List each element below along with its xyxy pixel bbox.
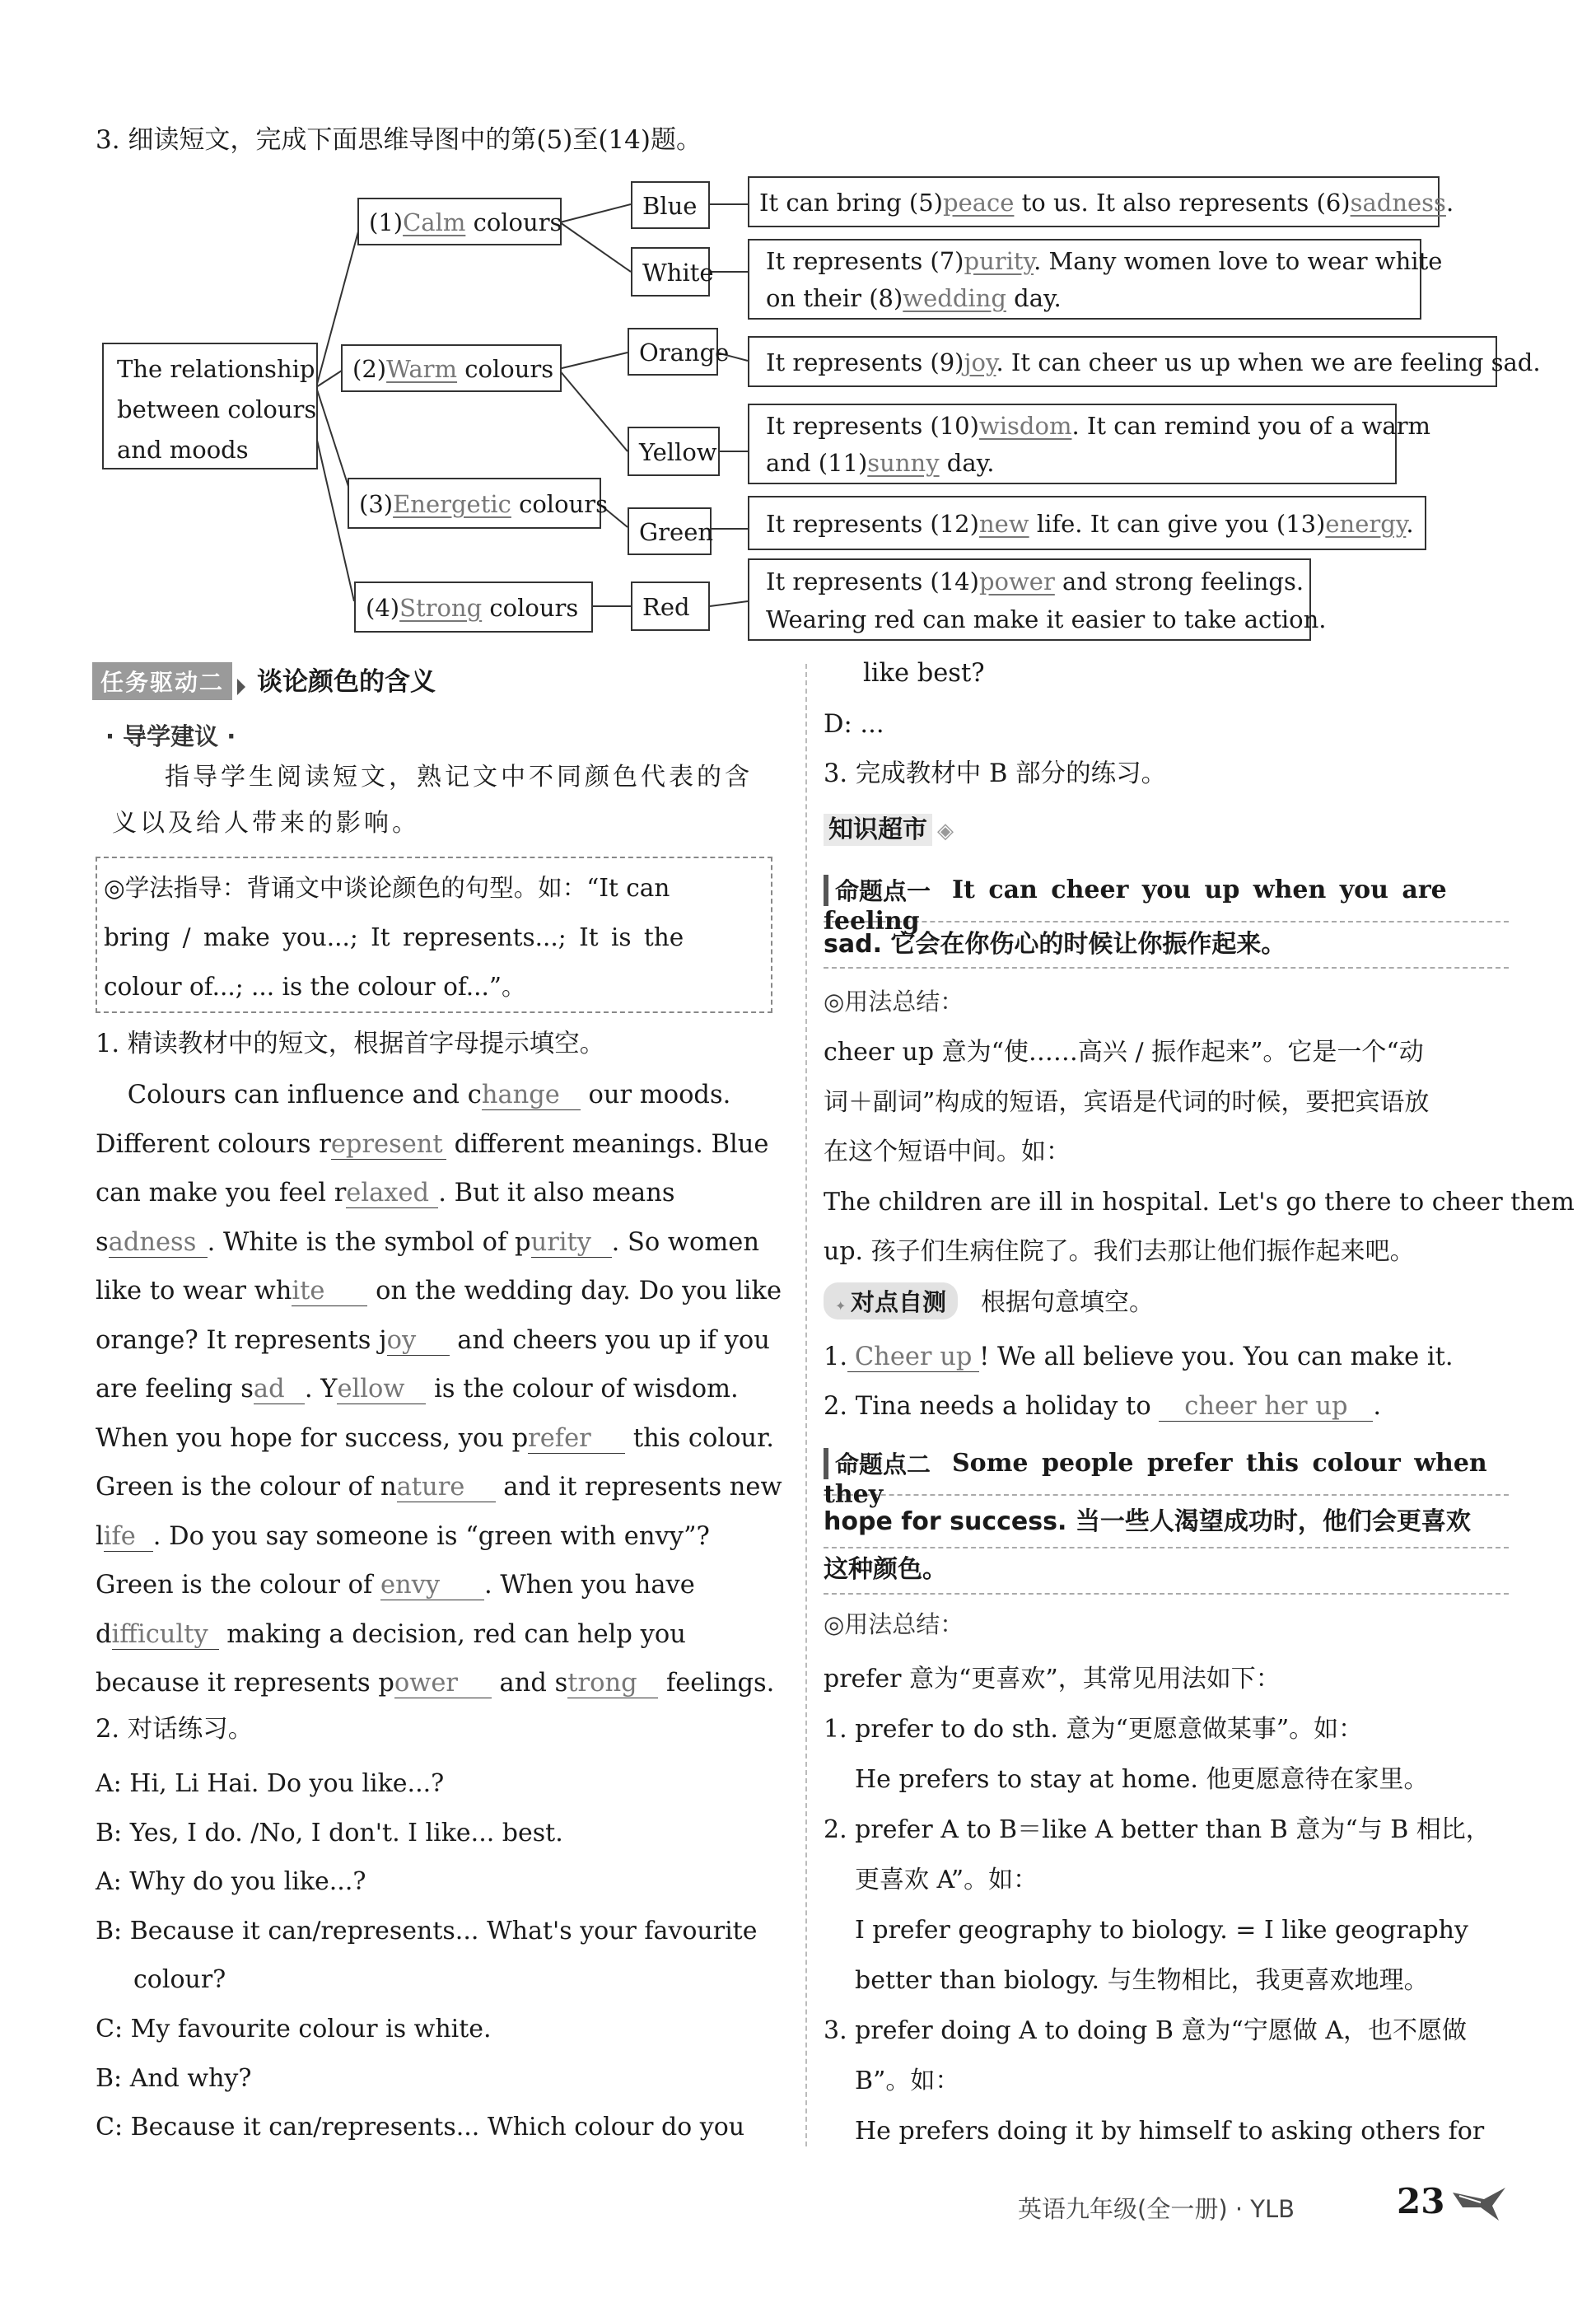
- dialog-line: C: My favourite colour is white.: [96, 2014, 492, 2043]
- method-line: colour of...; ... is the colour of...”。: [104, 973, 526, 1001]
- answer-blank: ite: [292, 1277, 367, 1306]
- usage-line: The children are ill in hospital. Let's go there to cheer them: [824, 1187, 1575, 1217]
- passage-text: Green is the colour of: [96, 1571, 380, 1600]
- passage-line: [96, 1659, 775, 1708]
- passage-line: [96, 1512, 772, 1562]
- passage-text: and cheers you up if you: [449, 1325, 770, 1355]
- usage-title: ◎用法总结：: [824, 988, 964, 1016]
- passage-text: Different colours r: [96, 1129, 331, 1159]
- passage-line: [96, 1610, 772, 1660]
- dialog-line: B: Yes, I do. /No, I don't. I like... best.: [96, 1818, 563, 1847]
- passage-text: is the colour of wisdom.: [426, 1375, 739, 1404]
- passage-text: feelings.: [658, 1669, 775, 1698]
- passage-line: [96, 1071, 772, 1120]
- dialog-line: A: Why do you like...?: [96, 1867, 366, 1897]
- usage-line: He prefers doing it by himself to asking others for: [855, 2117, 1485, 2146]
- self-test-title: 根据句意填空。: [981, 1288, 1154, 1317]
- answer-blank: epresent: [331, 1131, 446, 1160]
- point2-tag: 命题点二: [835, 1450, 931, 1478]
- exercise3: 3. 完成教材中 B 部分的练习。: [824, 759, 1167, 788]
- point1-sentence: It can cheer you up when you are feeling: [824, 876, 1447, 936]
- passage-text: like to wear wh: [96, 1277, 292, 1305]
- label: colours: [465, 208, 562, 236]
- text: It can bring (5): [759, 189, 943, 217]
- point2-translation: 这种颜色。: [824, 1555, 947, 1584]
- connector: [710, 601, 748, 606]
- diamond-icon: ◈: [937, 819, 954, 843]
- answer: joy: [964, 348, 996, 376]
- guide-title: · 导学建议 ·: [105, 722, 236, 750]
- line: [766, 445, 1379, 482]
- answer: Calm: [403, 208, 466, 236]
- point1-header: [824, 873, 1509, 936]
- passage-line: [96, 1561, 772, 1610]
- text: and (11): [766, 449, 868, 477]
- connector: [560, 222, 631, 272]
- passage-text: When you hope for success, you p: [96, 1423, 529, 1453]
- label: (1): [369, 208, 404, 236]
- text: day.: [1006, 284, 1062, 312]
- answer: energy: [1325, 510, 1407, 538]
- passage-text: on the wedding day. Do you like: [367, 1277, 782, 1305]
- dialog-line: colour?: [133, 1965, 226, 1995]
- strong-colours-box: [354, 582, 593, 633]
- task-title: 谈论颜色的含义: [257, 667, 436, 697]
- point1-translation: sad. 它会在你伤心的时候让你振作起来。: [824, 930, 1286, 959]
- text: . Many women love to wear white: [1034, 247, 1443, 275]
- text: and strong feelings.: [1054, 567, 1304, 596]
- text: . It can remind you of a warm: [1071, 412, 1431, 440]
- usage-line: He prefers to stay at home. 他更愿意待在家里。: [855, 1765, 1429, 1794]
- point2-line2: [824, 1501, 1509, 1548]
- passage-text: . White is the symbol of p: [207, 1227, 531, 1257]
- label: (3): [359, 490, 394, 518]
- line: [766, 243, 1443, 280]
- passage-text: . But it also means: [438, 1179, 675, 1207]
- connector: [558, 369, 628, 451]
- red-box: Red: [631, 582, 710, 631]
- usage-line: better than biology. 与生物相比，我更喜欢地理。: [855, 1966, 1429, 1995]
- page-number: 23: [1397, 2181, 1445, 2221]
- passage-text: different meanings. Blue: [446, 1129, 769, 1159]
- answer-blank: ad: [254, 1376, 305, 1404]
- passage-line: [96, 1218, 772, 1268]
- dialog-line: B: And why?: [96, 2063, 252, 2093]
- connector: [560, 204, 631, 222]
- answer-blank: ife: [104, 1523, 153, 1552]
- usage-line: prefer 意为“更喜欢”，其常见用法如下：: [824, 1665, 1281, 1693]
- label: colours: [457, 355, 554, 383]
- point1-line2: [824, 926, 1509, 969]
- text: life. It can give you (13): [1029, 510, 1326, 538]
- passage-text: orange? It represents j: [96, 1325, 387, 1355]
- exercise2-title: 2. 对话练习。: [96, 1715, 254, 1744]
- orange-box: Orange: [628, 328, 718, 376]
- orange-description: [748, 336, 1541, 387]
- self-test-2: [824, 1390, 1381, 1423]
- line: [766, 408, 1431, 445]
- text: It represents (10): [766, 412, 979, 440]
- dialog-continuation: like best?: [863, 659, 985, 688]
- white-description: [748, 239, 1443, 320]
- reading-passage: [96, 1071, 782, 1708]
- answer: power: [978, 567, 1055, 596]
- passage-line: [96, 1120, 772, 1170]
- usage-title: ◎用法总结：: [824, 1610, 964, 1638]
- usage-line: 词＋副词”构成的短语，宾语是代词的时候，要把宾语放: [824, 1087, 1430, 1117]
- passage-text: can make you feel r: [96, 1179, 347, 1207]
- usage-line: cheer up 意为“使……高兴 / 振作起来”。它是一个“动: [824, 1038, 1424, 1067]
- usage-line: up. 孩子们生病住院了。我们去那让他们振作起来吧。: [824, 1237, 1415, 1266]
- line: Wearing red can make it easier to take action.: [766, 605, 1327, 633]
- point2-header: [824, 1446, 1509, 1509]
- knowledge-header: [824, 809, 954, 845]
- task2-header: [92, 661, 768, 702]
- answer-blank: elaxed: [346, 1179, 438, 1208]
- knowledge-title: 知识超市: [824, 814, 932, 846]
- passage-text: making a decision, red can help you: [218, 1619, 686, 1649]
- point2-translation: hope for success. 当一些人渴望成功时，他们会更喜欢: [824, 1507, 1471, 1536]
- text: 2. Tina needs a holiday to: [824, 1392, 1151, 1421]
- self-test-badge: [824, 1282, 958, 1319]
- triangle-icon: [237, 679, 245, 695]
- passage-line: [96, 1463, 782, 1512]
- passage-line: [96, 1414, 772, 1464]
- passage-line: [96, 1316, 772, 1366]
- passage-text: . Do you say someone is “green with envy”?: [152, 1521, 710, 1551]
- dialog-lines: [96, 1759, 772, 2152]
- passage-text: . Y: [304, 1375, 338, 1404]
- passage-text: . So women: [611, 1227, 759, 1257]
- answer: wedding: [903, 284, 1006, 312]
- green-description: [748, 496, 1426, 550]
- answer-blank: ower: [394, 1670, 492, 1698]
- text: . It can cheer us up when we are feeling sad.: [996, 348, 1541, 376]
- text: ! We all believe you. You can make it.: [979, 1343, 1454, 1371]
- passage-text: our moods.: [580, 1081, 731, 1109]
- answer-blank: ellow: [337, 1376, 426, 1404]
- footer-book: 英语九年级(全一册) · YLB: [1018, 2195, 1295, 2223]
- self-test-header: [824, 1282, 1154, 1319]
- answer-blank: cheer her up: [1159, 1393, 1373, 1422]
- answer-blank: Cheer up: [847, 1343, 979, 1372]
- text: on their (8): [766, 284, 903, 312]
- usage-line: 在这个短语中间。如：: [824, 1137, 1071, 1166]
- bar-icon: [824, 1448, 828, 1479]
- usage-line: 3. prefer doing A to doing B 意为“宁愿做 A，也不愿做: [824, 2016, 1468, 2045]
- passage-text: are feeling s: [96, 1375, 254, 1404]
- passage-text: . When you have: [483, 1571, 695, 1600]
- dialog-line: B: Because it can/represents... What's your favourite: [96, 1916, 758, 1945]
- guide-line: 义以及给人带来的影响。: [112, 809, 420, 838]
- answer: sadness: [1350, 189, 1446, 217]
- white-box: White: [631, 247, 710, 297]
- passage-text: s: [96, 1227, 109, 1257]
- answer: Energetic: [393, 490, 511, 518]
- text: .: [1445, 189, 1454, 217]
- label: (2): [352, 355, 387, 383]
- root-line: The relationship: [117, 355, 315, 383]
- text: .: [1373, 1392, 1382, 1421]
- usage-line: 更喜欢 A”。如：: [855, 1866, 1038, 1894]
- yellow-description: [748, 404, 1431, 484]
- answer-blank: ifficulty: [112, 1621, 219, 1650]
- mindmap-root: [102, 343, 318, 469]
- bird-logo-icon: [1451, 2183, 1509, 2224]
- sparkle-icon: ✦: [835, 1298, 847, 1314]
- line: [766, 280, 1403, 317]
- blue-description: [748, 176, 1454, 227]
- answer: sunny: [867, 449, 940, 477]
- usage-line: B”。如：: [855, 2067, 960, 2095]
- text: It represents (12): [766, 510, 979, 538]
- answer-blank: envy: [380, 1572, 484, 1600]
- blue-box: Blue: [631, 181, 710, 229]
- answer: Strong: [399, 594, 483, 622]
- answer: peace: [943, 189, 1015, 217]
- answer-blank: urity: [531, 1229, 612, 1258]
- energetic-colours-box: [348, 478, 608, 529]
- point2-line3: [824, 1550, 1509, 1595]
- method-line: bring / make you...; It represents...; It is the: [104, 923, 684, 951]
- usage-line: 1. prefer to do sth. 意为“更愿意做某事”。如：: [824, 1715, 1364, 1744]
- task-tag: 任务驱动二: [92, 662, 232, 700]
- text: .: [1406, 510, 1414, 538]
- red-description: [748, 558, 1327, 641]
- text: It represents (9): [766, 348, 964, 376]
- connector: [558, 353, 628, 369]
- answer: new: [978, 510, 1029, 538]
- text: It represents (7): [766, 247, 964, 275]
- passage-text: because it represents p: [96, 1669, 394, 1698]
- guide-line: 指导学生阅读短文，熟记文中不同颜色代表的含: [165, 763, 753, 792]
- answer-blank: oy: [387, 1327, 450, 1356]
- warm-colours-box: [341, 344, 562, 392]
- answer: wisdom: [978, 412, 1072, 440]
- green-box: Green: [628, 507, 712, 555]
- usage-line: 2. prefer A to B＝like A better than B 意为“与 B 相比，: [824, 1815, 1491, 1844]
- calm-colours-box: [357, 198, 562, 245]
- point2-usage-lines: [824, 1654, 1509, 2156]
- passage-line: [96, 1365, 772, 1414]
- label: (4): [366, 594, 400, 622]
- dialog-line: A: Hi, Li Hai. Do you like...?: [96, 1769, 445, 1798]
- answer-blank: ature: [397, 1474, 496, 1502]
- label: colours: [511, 490, 608, 518]
- yellow-box: Yellow: [628, 427, 720, 476]
- point2-sentence: Some people prefer this colour when they: [824, 1449, 1487, 1509]
- passage-line: [96, 1169, 772, 1218]
- answer: purity: [964, 247, 1034, 275]
- passage-line: [96, 1267, 782, 1316]
- passage-text: d: [96, 1619, 112, 1649]
- dialog-d-line: D: ...: [824, 710, 884, 739]
- usage-line: I prefer geography to biology. = I like geography: [855, 1916, 1468, 1945]
- passage-text: and it represents new: [495, 1473, 782, 1502]
- passage-text: l: [96, 1521, 104, 1551]
- answer-blank: trong: [567, 1670, 658, 1698]
- passage-text: Green is the colour of n: [96, 1473, 397, 1502]
- root-line: between colours: [117, 395, 317, 423]
- point1-tag: 命题点一: [835, 877, 931, 905]
- method-line: ◎学法指导：背诵文中谈论颜色的句型。如：“It can: [104, 874, 670, 902]
- text: to us. It also represents (6): [1014, 189, 1351, 217]
- exercise1-title: 1. 精读教材中的短文，根据首字母提示填空。: [96, 1030, 605, 1058]
- passage-text: this colour.: [625, 1423, 774, 1453]
- text: 1.: [824, 1343, 848, 1371]
- point1-usage-lines: [824, 1028, 1575, 1277]
- line: [766, 563, 1304, 600]
- answer-blank: refer: [528, 1425, 625, 1454]
- label: colours: [482, 594, 579, 622]
- root-line: and moods: [117, 436, 249, 464]
- q3-instruction: 3. 细读短文，完成下面思维导图中的第(5)至(14)题。: [96, 125, 702, 155]
- bar-icon: [824, 875, 828, 906]
- text: It represents (14): [766, 567, 979, 596]
- answer: Warm: [386, 355, 458, 383]
- text: day.: [939, 449, 995, 477]
- column-divider: [805, 664, 807, 2146]
- passage-text: Colours can influence and c: [96, 1081, 482, 1109]
- self-test-1: [824, 1341, 1454, 1374]
- dialog-line: C: Because it can/represents... Which colour do you: [96, 2113, 745, 2142]
- passage-text: and s: [491, 1669, 568, 1698]
- answer-blank: adness: [109, 1229, 208, 1258]
- answer-blank: hange: [482, 1081, 581, 1110]
- self-test-tag: 对点自测: [850, 1288, 946, 1316]
